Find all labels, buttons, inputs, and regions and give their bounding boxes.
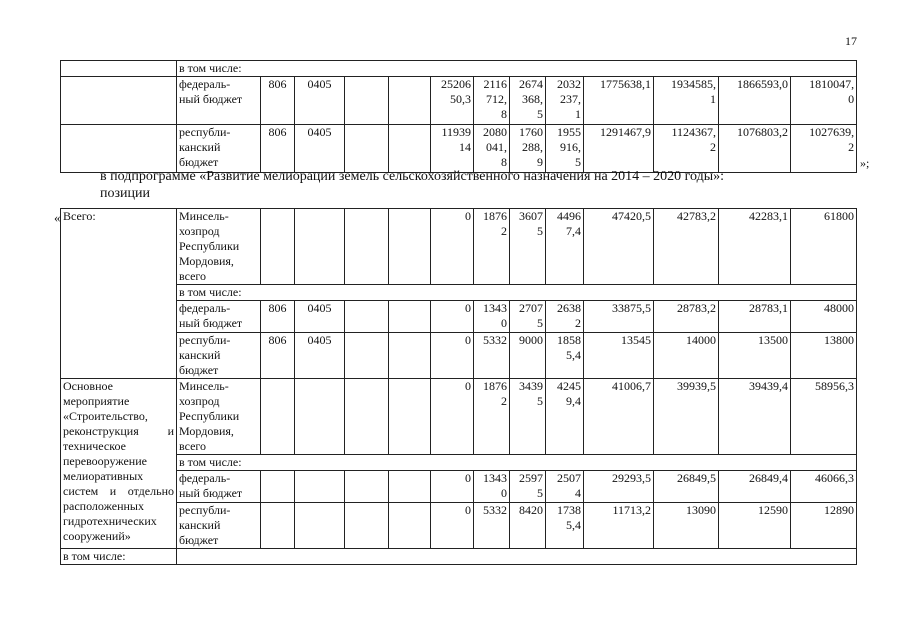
cell-value: 13090 — [654, 503, 719, 549]
cell-value: 1775638,1 — [584, 77, 654, 125]
table-row — [61, 209, 857, 285]
cell-value: 33875,5 — [584, 301, 654, 333]
opening-quote-mark: « — [54, 210, 61, 225]
table-row — [61, 549, 857, 565]
cell-code: 806 — [261, 333, 295, 379]
cell-value: 11713,2 — [584, 503, 654, 549]
table-row — [61, 301, 857, 333]
cell-value: 0 — [431, 471, 474, 503]
cell-value: 61800 — [791, 209, 857, 285]
cell-section — [295, 471, 345, 503]
cell-value: 4496 7,4 — [546, 209, 584, 285]
table-row — [61, 503, 857, 549]
table-row — [61, 379, 857, 455]
cell-value: 1076803,2 — [719, 125, 791, 173]
cell-source: федераль- ный бюджет — [177, 77, 261, 125]
cell-value: 9000 — [510, 333, 546, 379]
cell-value: 1934585, 1 — [654, 77, 719, 125]
cell-value: 12590 — [719, 503, 791, 549]
cell — [345, 209, 389, 285]
cell-value: 26849,4 — [719, 471, 791, 503]
cell-value: 47420,5 — [584, 209, 654, 285]
cell — [389, 209, 431, 285]
cell-source: республи- канский бюджет — [177, 125, 261, 173]
cell-value: 28783,2 — [654, 301, 719, 333]
cell-value: 5332 — [474, 503, 510, 549]
cell-position-label: Всего: — [61, 209, 177, 379]
cell — [345, 301, 389, 333]
cell-code — [261, 503, 295, 549]
cell — [389, 125, 431, 173]
cell-value: 0 — [431, 503, 474, 549]
table-row — [61, 471, 857, 503]
cell-code: 806 — [261, 125, 295, 173]
cell-including: в том числе: — [61, 549, 177, 565]
cell-value: 1760 288, 9 — [510, 125, 546, 173]
table-row — [61, 61, 857, 77]
closing-quote-mark: »; — [860, 156, 870, 170]
cell-value: 0 — [431, 333, 474, 379]
cell-value: 11939 14 — [431, 125, 474, 173]
cell-code — [261, 209, 295, 285]
cell-value: 1291467,9 — [584, 125, 654, 173]
cell-value: 13800 — [791, 333, 857, 379]
cell-source: республи- канский бюджет — [177, 503, 261, 549]
cell-source: республи- канский бюджет — [177, 333, 261, 379]
cell — [345, 77, 389, 125]
cell — [345, 471, 389, 503]
cell-section: 0405 — [295, 77, 345, 125]
cell-value: 58956,3 — [791, 379, 857, 455]
cell — [389, 503, 431, 549]
cell-value: 1124367, 2 — [654, 125, 719, 173]
cell-value: 42783,2 — [654, 209, 719, 285]
cell — [345, 503, 389, 549]
intro-line: позиции — [100, 186, 150, 201]
cell-code — [261, 379, 295, 455]
cell-value: 13545 — [584, 333, 654, 379]
cell — [61, 77, 177, 125]
cell-value: 2597 5 — [510, 471, 546, 503]
cell-measure-label: Основное мероприятие «Строительство, реконструкция и техническое перевооружение мелиоративных систем и отдельно расположенных гидротехнических сооружений» — [61, 379, 177, 549]
cell-value: 1876 2 — [474, 209, 510, 285]
cell-code: 806 — [261, 77, 295, 125]
cell-value: 2080 041, 8 — [474, 125, 510, 173]
cell — [389, 333, 431, 379]
cell-section — [295, 209, 345, 285]
cell — [389, 77, 431, 125]
cell-value: 0 — [431, 301, 474, 333]
cell — [389, 471, 431, 503]
cell-value: 48000 — [791, 301, 857, 333]
cell-value: 2507 4 — [546, 471, 584, 503]
cell-value: 5332 — [474, 333, 510, 379]
cell-code: 806 — [261, 301, 295, 333]
cell-value: 2707 5 — [510, 301, 546, 333]
cell-value: 26849,5 — [654, 471, 719, 503]
amendment-intro — [100, 168, 820, 202]
cell-value: 2674 368, 5 — [510, 77, 546, 125]
cell — [61, 125, 177, 173]
cell-code — [261, 471, 295, 503]
table-row — [61, 285, 857, 301]
cell-value: 2638 2 — [546, 301, 584, 333]
cell-value: 12890 — [791, 503, 857, 549]
budget-table-subprogram — [60, 208, 857, 565]
cell-value: 0 — [431, 379, 474, 455]
cell-value: 25206 50,3 — [431, 77, 474, 125]
cell-value: 28783,1 — [719, 301, 791, 333]
cell-section: 0405 — [295, 333, 345, 379]
cell-value: 1876 2 — [474, 379, 510, 455]
intro-line: в подпрограмме «Развитие мелиорации земель сельскохозяйственного назначения на 2014 – 2020 годы»: — [100, 169, 725, 184]
cell-value: 4245 9,4 — [546, 379, 584, 455]
cell-source: федераль- ный бюджет — [177, 301, 261, 333]
cell-value: 42283,1 — [719, 209, 791, 285]
cell-value: 0 — [431, 209, 474, 285]
table-row — [61, 333, 857, 379]
cell-value: 1866593,0 — [719, 77, 791, 125]
cell-value: 1810047, 0 — [791, 77, 857, 125]
cell — [389, 301, 431, 333]
cell-including: в том числе: — [177, 285, 857, 301]
table-row — [61, 125, 857, 173]
cell-value: 39439,4 — [719, 379, 791, 455]
table-row — [61, 455, 857, 471]
cell-source: Минсель- хозпрод Республики Мордовия, всего — [177, 379, 261, 455]
cell-value: 29293,5 — [584, 471, 654, 503]
cell-value: 39939,5 — [654, 379, 719, 455]
cell-value: 1738 5,4 — [546, 503, 584, 549]
cell-section — [295, 379, 345, 455]
cell — [61, 61, 177, 77]
cell-value: 2032 237, 1 — [546, 77, 584, 125]
cell-value: 3439 5 — [510, 379, 546, 455]
cell-source: Минсель- хозпрод Республики Мордовия, всего — [177, 209, 261, 285]
cell-value: 2116 712, 8 — [474, 77, 510, 125]
cell-including: в том числе: — [177, 61, 857, 77]
table-row — [61, 77, 857, 125]
cell — [177, 549, 857, 565]
cell-value: 8420 — [510, 503, 546, 549]
cell — [345, 125, 389, 173]
cell-value: 3607 5 — [510, 209, 546, 285]
cell-value: 46066,3 — [791, 471, 857, 503]
cell-value: 13500 — [719, 333, 791, 379]
cell-value: 1343 0 — [474, 471, 510, 503]
cell — [389, 379, 431, 455]
cell-value: 1027639, 2 — [791, 125, 857, 173]
cell-section — [295, 503, 345, 549]
cell — [345, 333, 389, 379]
cell — [345, 379, 389, 455]
cell-value: 1858 5,4 — [546, 333, 584, 379]
cell-including: в том числе: — [177, 455, 857, 471]
cell-value: 14000 — [654, 333, 719, 379]
budget-table-continuation — [60, 60, 857, 173]
page-number: 17 — [845, 34, 857, 48]
cell-section: 0405 — [295, 125, 345, 173]
cell-value: 41006,7 — [584, 379, 654, 455]
cell-source: федераль- ный бюджет — [177, 471, 261, 503]
cell-value: 1955 916, 5 — [546, 125, 584, 173]
cell-value: 1343 0 — [474, 301, 510, 333]
cell-section: 0405 — [295, 301, 345, 333]
